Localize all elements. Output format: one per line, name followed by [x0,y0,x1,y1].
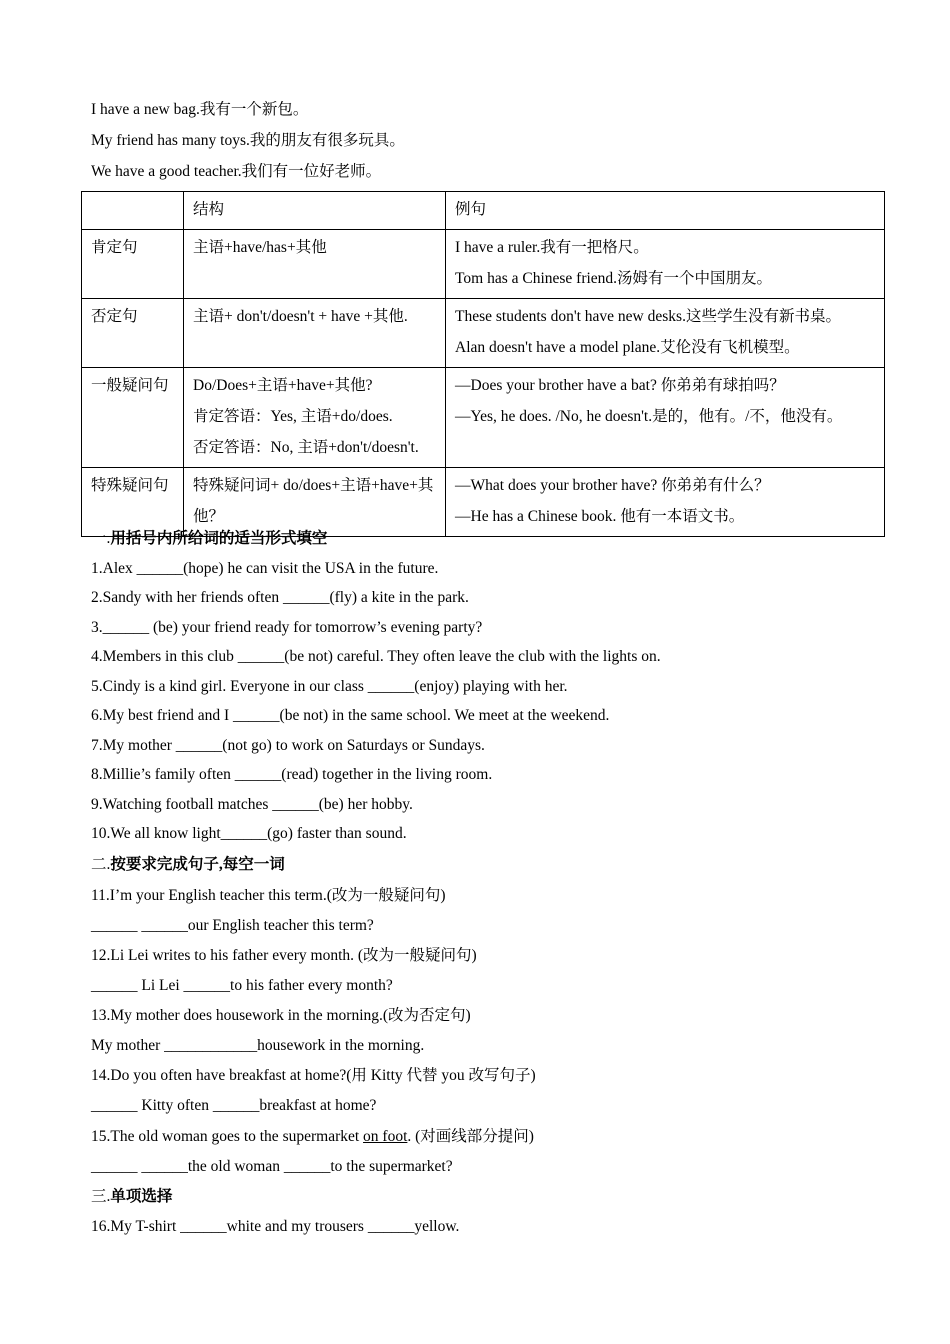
section-number: 三. [91,1188,111,1205]
structure-line: 特殊疑问词+ do/does+主语+have+其他？ [193,477,434,525]
example-cell [446,230,885,299]
answer-line-12: ______ Li Lei ______to his father every month? [91,977,393,994]
structure-cell [184,368,446,468]
question-14: 14.Do you often have breakfast at home?(用 Kitty 代替 you 改写句子) [91,1067,536,1084]
question-11: 11.I’m your English teacher this term.(改为一般疑问句) [91,887,446,904]
answer-line-14: ______ Kitty often ______breakfast at home? [91,1097,377,1114]
example-cell [446,299,885,368]
structure-line: 肯定答语：Yes, 主语+do/does. [193,408,393,425]
table-row [82,299,885,368]
example-line: I have a ruler.我有一把格尺。 [455,239,649,256]
question-16: 16.My T-shirt ______white and my trousers ______yellow. [91,1218,460,1235]
intro-example-2: My friend has many toys.我的朋友有很多玩具。 [91,132,405,149]
structure-line: 否定答语：No, 主语+don't/doesn't. [193,439,419,456]
intro-example-3: We have a good teacher.我们有一位好老师。 [91,163,382,180]
example-cell [446,368,885,468]
grammar-table [81,191,885,537]
question-13: 13.My mother does housework in the morning.(改为否定句) [91,1007,471,1024]
table-row [82,230,885,299]
table-header-cell: 结构 [184,192,446,230]
example-line: Alan doesn't have a model plane.艾伦没有飞机模型。 [455,339,800,356]
example-line: —What does your brother have? 你弟弟有什么？ [455,477,770,494]
table-header-cell: 例句 [446,192,885,230]
example-line: These students don't have new desks.这些学生没有新书桌。 [455,308,841,325]
sentence-type: 一般疑问句 [82,368,184,468]
question-1: 1.Alex ______(hope) he can visit the USA in the future. [91,560,439,577]
question-2: 2.Sandy with her friends often ______(fly) a kite in the park. [91,589,469,606]
question-12: 12.Li Lei writes to his father every month. (改为一般疑问句) [91,947,477,964]
sentence-type: 特殊疑问句 [82,468,184,537]
section-title: 用括号内所给词的适当形式填空 [110,530,328,547]
section-3-heading [91,1187,172,1207]
structure-cell [184,230,446,299]
structure-cell [184,468,446,537]
section-1-heading [91,529,327,549]
question-7: 7.My mother ______(not go) to work on Saturdays or Sundays. [91,737,485,754]
intro-example-1: I have a new bag.我有一个新包。 [91,101,309,118]
question-3: 3.______ (be) your friend ready for tomorrow’s evening party? [91,619,483,636]
structure-cell [184,299,446,368]
question-5: 5.Cindy is a kind girl. Everyone in our class ______(enjoy) playing with her. [91,678,568,695]
question-15-text: 15.The old woman goes to the supermarket [91,1128,364,1145]
section-title: 按要求完成句子,每空一词 [110,856,285,873]
underlined-phrase: on foot [363,1128,408,1145]
question-9: 9.Watching football matches ______(be) her hobby. [91,796,413,813]
question-15 [91,1127,534,1147]
section-number: 二. [91,856,111,873]
sentence-type: 肯定句 [82,230,184,299]
answer-line-15: ______ ______the old woman ______to the supermarket? [91,1158,453,1175]
question-4: 4.Members in this club ______(be not) careful. They often leave the club with the lights on. [91,648,661,665]
example-line: —Yes, he does. /No, he doesn't.是的，他有。/不，他没有。 [455,408,843,425]
table-row [82,368,885,468]
example-line: —He has a Chinese book. 他有一本语文书。 [455,508,745,525]
example-line: Tom has a Chinese friend.汤姆有一个中国朋友。 [455,270,773,287]
example-line: —Does your brother have a bat? 你弟弟有球拍吗？ [455,377,785,394]
structure-line: Do/Does+主语+have+其他? [193,377,373,394]
question-10: 10.We all know light______(go) faster than sound. [91,825,407,842]
section-2-heading [91,855,285,875]
sentence-type: 否定句 [82,299,184,368]
question-8: 8.Millie’s family often ______(read) together in the living room. [91,766,493,783]
table-header-row [82,192,885,230]
structure-line: 主语+ don't/doesn't + have +其他. [193,308,408,325]
answer-line-13: My mother ____________housework in the morning. [91,1037,425,1054]
table-header-cell [82,192,184,230]
example-cell [446,468,885,537]
section-title: 单项选择 [110,1188,173,1205]
answer-line-11: ______ ______our English teacher this term? [91,917,374,934]
question-6: 6.My best friend and I ______(be not) in the same school. We meet at the weekend. [91,707,610,724]
section-number: 一. [91,530,111,547]
question-15-instruction: . (对画线部分提问) [407,1128,534,1145]
table-row [82,468,885,537]
structure-line: 主语+have/has+其他 [193,239,327,256]
